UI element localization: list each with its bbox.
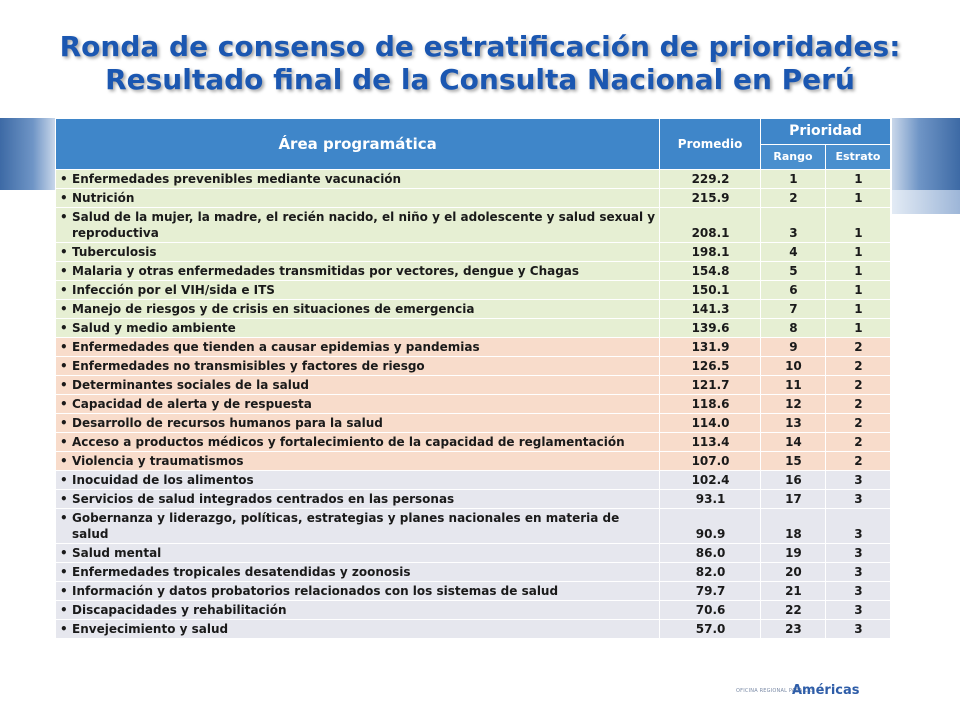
- estrato-cell: 1: [825, 208, 890, 243]
- area-label: Infección por el VIH/sida e ITS: [72, 283, 275, 297]
- table-row: [56, 376, 891, 395]
- area-label: Desarrollo de recursos humanos para la salud: [72, 416, 383, 430]
- promedio-cell: 113.4: [660, 433, 761, 452]
- area-cell: [56, 620, 660, 639]
- rango-cell: 14: [760, 433, 825, 452]
- promedio-cell: 229.2: [660, 170, 761, 189]
- bullet-icon: •: [60, 302, 68, 316]
- promedio-cell: 150.1: [660, 281, 761, 300]
- area-cell: [56, 189, 660, 208]
- estrato-cell: 2: [825, 452, 890, 471]
- rango-cell: 23: [760, 620, 825, 639]
- estrato-cell: 1: [825, 243, 890, 262]
- promedio-cell: 208.1: [660, 208, 761, 243]
- bullet-icon: •: [60, 210, 68, 224]
- table-row: [56, 319, 891, 338]
- estrato-cell: 3: [825, 509, 890, 544]
- rango-cell: 15: [760, 452, 825, 471]
- rango-cell: 8: [760, 319, 825, 338]
- rango-cell: 4: [760, 243, 825, 262]
- bullet-icon: •: [60, 565, 68, 579]
- estrato-cell: 2: [825, 376, 890, 395]
- area-label: Gobernanza y liderazgo, políticas, estrategias y planes nacionales en materia de salud: [72, 511, 620, 541]
- estrato-cell: 2: [825, 395, 890, 414]
- table-row: [56, 395, 891, 414]
- rango-cell: 13: [760, 414, 825, 433]
- area-cell: [56, 509, 660, 544]
- promedio-cell: 215.9: [660, 189, 761, 208]
- rango-cell: 22: [760, 601, 825, 620]
- promedio-cell: 198.1: [660, 243, 761, 262]
- area-label: Nutrición: [72, 191, 135, 205]
- table-row: [56, 189, 891, 208]
- bullet-icon: •: [60, 454, 68, 468]
- rango-cell: 5: [760, 262, 825, 281]
- estrato-cell: 1: [825, 170, 890, 189]
- promedio-cell: 70.6: [660, 601, 761, 620]
- area-label: Discapacidades y rehabilitación: [72, 603, 287, 617]
- bullet-icon: •: [60, 473, 68, 487]
- estrato-cell: 1: [825, 300, 890, 319]
- header-estrato: Estrato: [825, 144, 890, 170]
- rango-cell: 16: [760, 471, 825, 490]
- decorative-band-left: [0, 118, 55, 190]
- area-cell: [56, 300, 660, 319]
- table-row: [56, 357, 891, 376]
- promedio-cell: 90.9: [660, 509, 761, 544]
- table-row: [56, 582, 891, 601]
- logo-big-text: Américas: [792, 683, 860, 698]
- area-cell: [56, 170, 660, 189]
- area-cell: [56, 208, 660, 243]
- header-area: Área programática: [56, 119, 660, 170]
- table-row: [56, 509, 891, 544]
- estrato-cell: 3: [825, 490, 890, 509]
- area-cell: [56, 376, 660, 395]
- table-row: [56, 490, 891, 509]
- rango-cell: 3: [760, 208, 825, 243]
- bullet-icon: •: [60, 283, 68, 297]
- rango-cell: 11: [760, 376, 825, 395]
- rango-cell: 17: [760, 490, 825, 509]
- estrato-cell: 1: [825, 281, 890, 300]
- area-cell: [56, 582, 660, 601]
- header-prioridad: Prioridad: [760, 119, 890, 145]
- logo-small-text: OFICINA REGIONAL PARA LAS: [736, 688, 815, 694]
- area-label: Envejecimiento y salud: [72, 622, 229, 636]
- promedio-cell: 57.0: [660, 620, 761, 639]
- area-label: Información y datos probatorios relacionados con los sistemas de salud: [72, 584, 559, 598]
- table-row: [56, 471, 891, 490]
- area-label: Enfermedades prevenibles mediante vacunación: [72, 172, 402, 186]
- bullet-icon: •: [60, 397, 68, 411]
- area-label: Enfermedades tropicales desatendidas y zoonosis: [72, 565, 411, 579]
- rango-cell: 21: [760, 582, 825, 601]
- area-label: Violencia y traumatismos: [72, 454, 244, 468]
- table-row: [56, 170, 891, 189]
- rango-cell: 12: [760, 395, 825, 414]
- table-row: [56, 620, 891, 639]
- area-label: Malaria y otras enfermedades transmitidas por vectores, dengue y Chagas: [72, 264, 580, 278]
- table-row: [56, 262, 891, 281]
- bullet-icon: •: [60, 622, 68, 636]
- rango-cell: 1: [760, 170, 825, 189]
- bullet-icon: •: [60, 378, 68, 392]
- area-label: Tuberculosis: [72, 245, 157, 259]
- estrato-cell: 2: [825, 433, 890, 452]
- title-line-1: Ronda de consenso de estratificación de prioridades:: [59, 30, 901, 63]
- area-cell: [56, 490, 660, 509]
- estrato-cell: 2: [825, 338, 890, 357]
- estrato-cell: 1: [825, 262, 890, 281]
- bullet-icon: •: [60, 435, 68, 449]
- promedio-cell: 86.0: [660, 544, 761, 563]
- area-cell: [56, 563, 660, 582]
- bullet-icon: •: [60, 245, 68, 259]
- estrato-cell: 3: [825, 601, 890, 620]
- promedio-cell: 154.8: [660, 262, 761, 281]
- rango-cell: 6: [760, 281, 825, 300]
- priority-table: [55, 118, 891, 639]
- promedio-cell: 118.6: [660, 395, 761, 414]
- area-label: Enfermedades no transmisibles y factores de riesgo: [72, 359, 425, 373]
- rango-cell: 19: [760, 544, 825, 563]
- area-label: Capacidad de alerta y de respuesta: [72, 397, 312, 411]
- area-cell: [56, 281, 660, 300]
- table-row: [56, 414, 891, 433]
- bullet-icon: •: [60, 340, 68, 354]
- area-label: Servicios de salud integrados centrados en las personas: [72, 492, 455, 506]
- table-row: [56, 563, 891, 582]
- table-row: [56, 300, 891, 319]
- paho-logo: [736, 684, 876, 710]
- promedio-cell: 126.5: [660, 357, 761, 376]
- promedio-cell: 79.7: [660, 582, 761, 601]
- area-label: Salud y medio ambiente: [72, 321, 236, 335]
- rango-cell: 9: [760, 338, 825, 357]
- table-body: [56, 170, 891, 639]
- bullet-icon: •: [60, 603, 68, 617]
- area-label: Salud mental: [72, 546, 162, 560]
- area-cell: [56, 433, 660, 452]
- bullet-icon: •: [60, 546, 68, 560]
- bullet-icon: •: [60, 584, 68, 598]
- table-row: [56, 601, 891, 620]
- area-label: Inocuidad de los alimentos: [72, 473, 254, 487]
- title-line-2: Resultado final de la Consulta Nacional en Perú: [105, 63, 855, 96]
- promedio-cell: 131.9: [660, 338, 761, 357]
- bullet-icon: •: [60, 359, 68, 373]
- bullet-icon: •: [60, 172, 68, 186]
- bullet-icon: •: [60, 321, 68, 335]
- promedio-cell: 102.4: [660, 471, 761, 490]
- bullet-icon: •: [60, 264, 68, 278]
- bullet-icon: •: [60, 511, 68, 525]
- rango-cell: 18: [760, 509, 825, 544]
- promedio-cell: 121.7: [660, 376, 761, 395]
- estrato-cell: 2: [825, 414, 890, 433]
- estrato-cell: 3: [825, 544, 890, 563]
- table-row: [56, 243, 891, 262]
- decorative-band-right-lower: [892, 190, 960, 214]
- promedio-cell: 82.0: [660, 563, 761, 582]
- area-cell: [56, 601, 660, 620]
- estrato-cell: 1: [825, 319, 890, 338]
- bullet-icon: •: [60, 492, 68, 506]
- area-cell: [56, 414, 660, 433]
- area-label: Determinantes sociales de la salud: [72, 378, 309, 392]
- promedio-cell: 107.0: [660, 452, 761, 471]
- table-row: [56, 208, 891, 243]
- area-cell: [56, 262, 660, 281]
- estrato-cell: 3: [825, 471, 890, 490]
- bullet-icon: •: [60, 416, 68, 430]
- area-cell: [56, 452, 660, 471]
- rango-cell: 20: [760, 563, 825, 582]
- table-row: [56, 338, 891, 357]
- bullet-icon: •: [60, 191, 68, 205]
- promedio-cell: 114.0: [660, 414, 761, 433]
- estrato-cell: 3: [825, 620, 890, 639]
- promedio-cell: 139.6: [660, 319, 761, 338]
- area-cell: [56, 471, 660, 490]
- estrato-cell: 2: [825, 357, 890, 376]
- promedio-cell: 141.3: [660, 300, 761, 319]
- slide-title: [0, 30, 960, 96]
- area-label: Manejo de riesgos y de crisis en situaciones de emergencia: [72, 302, 475, 316]
- header-promedio: Promedio: [660, 119, 761, 170]
- promedio-cell: 93.1: [660, 490, 761, 509]
- rango-cell: 7: [760, 300, 825, 319]
- area-cell: [56, 319, 660, 338]
- area-label: Acceso a productos médicos y fortalecimiento de la capacidad de reglamentación: [72, 435, 625, 449]
- estrato-cell: 3: [825, 582, 890, 601]
- table-row: [56, 433, 891, 452]
- area-cell: [56, 395, 660, 414]
- estrato-cell: 1: [825, 189, 890, 208]
- area-label: Enfermedades que tienden a causar epidemias y pandemias: [72, 340, 480, 354]
- estrato-cell: 3: [825, 563, 890, 582]
- area-label: Salud de la mujer, la madre, el recién nacido, el niño y el adolescente y salud sexual y reproductiva: [72, 210, 656, 240]
- decorative-band-right: [892, 118, 960, 190]
- header-rango: Rango: [760, 144, 825, 170]
- rango-cell: 10: [760, 357, 825, 376]
- area-cell: [56, 357, 660, 376]
- area-cell: [56, 544, 660, 563]
- area-cell: [56, 338, 660, 357]
- area-cell: [56, 243, 660, 262]
- table-row: [56, 281, 891, 300]
- table-row: [56, 544, 891, 563]
- rango-cell: 2: [760, 189, 825, 208]
- table-row: [56, 452, 891, 471]
